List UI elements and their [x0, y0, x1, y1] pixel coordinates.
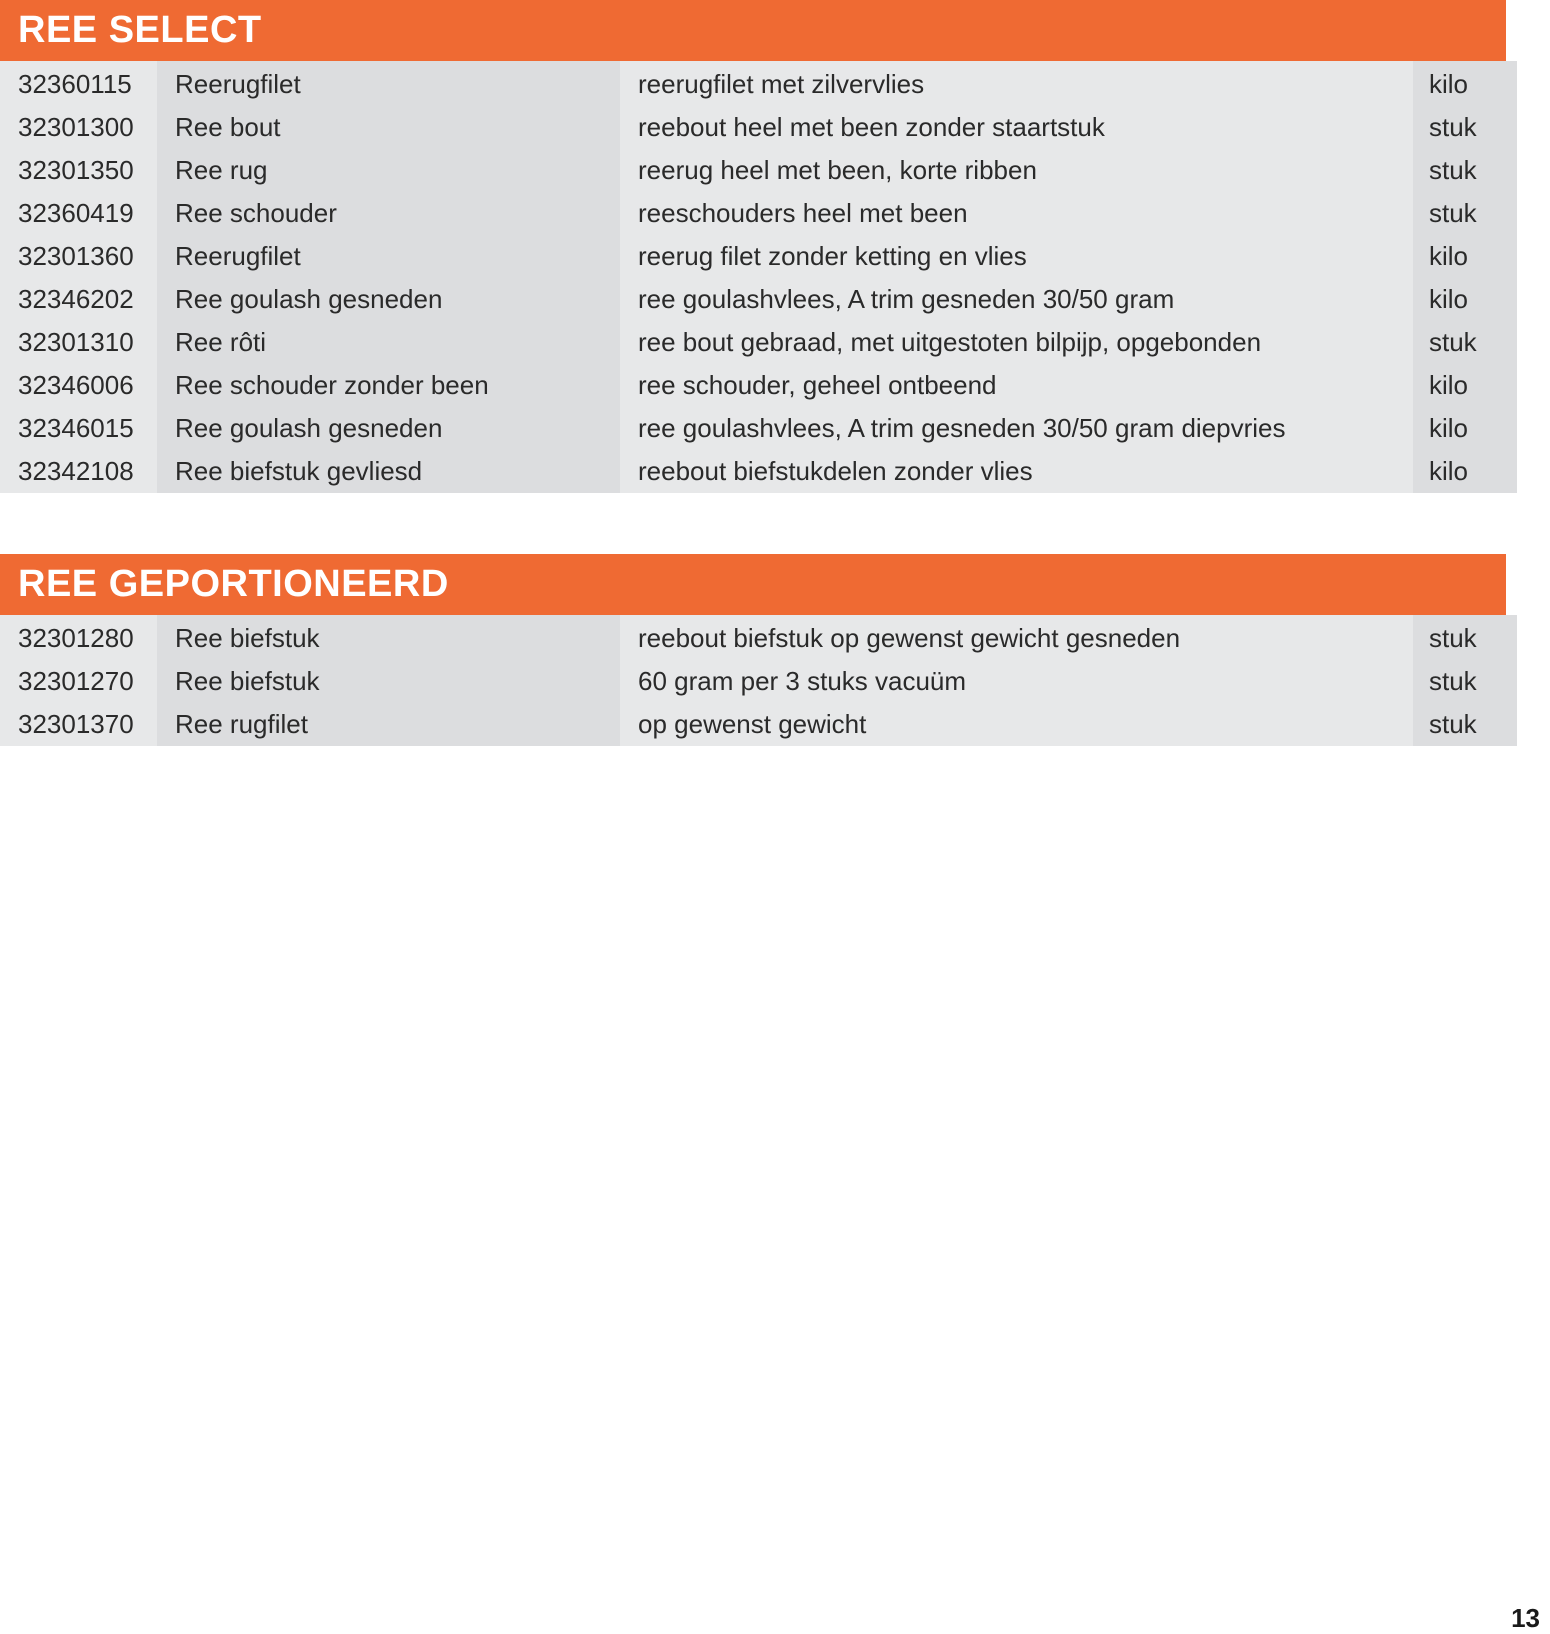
product-unit: stuk — [1413, 321, 1517, 364]
table-row — [0, 450, 1517, 493]
product-code: 32360115 — [0, 61, 157, 106]
product-name: Ree schouder zonder been — [157, 364, 620, 407]
product-code: 32342108 — [0, 450, 157, 493]
product-unit: stuk — [1413, 703, 1517, 746]
product-unit: stuk — [1413, 660, 1517, 703]
product-description: reebout biefstuk op gewenst gewicht gesneden — [620, 615, 1413, 660]
product-name: Reerugfilet — [157, 235, 620, 278]
product-unit: kilo — [1413, 235, 1517, 278]
section-ree-geportioneerd — [0, 554, 1506, 746]
product-name: Ree rug — [157, 149, 620, 192]
product-description: ree goulashvlees, A trim gesneden 30/50 gram — [620, 278, 1413, 321]
product-description: reebout biefstukdelen zonder vlies — [620, 450, 1413, 493]
table-row — [0, 61, 1517, 106]
product-code: 32301310 — [0, 321, 157, 364]
product-name: Ree goulash gesneden — [157, 407, 620, 450]
product-unit: stuk — [1413, 615, 1517, 660]
section-title: REE SELECT — [0, 0, 1506, 61]
table-row — [0, 235, 1517, 278]
product-name: Ree biefstuk — [157, 615, 620, 660]
product-code: 32346006 — [0, 364, 157, 407]
table-row — [0, 703, 1517, 746]
product-code: 32301350 — [0, 149, 157, 192]
product-description: reebout heel met been zonder staartstuk — [620, 106, 1413, 149]
page-number: 13 — [1511, 1603, 1540, 1633]
table-row — [0, 278, 1517, 321]
product-unit: stuk — [1413, 149, 1517, 192]
product-name: Ree biefstuk — [157, 660, 620, 703]
table-row — [0, 149, 1517, 192]
table-row — [0, 407, 1517, 450]
product-unit: stuk — [1413, 106, 1517, 149]
product-code: 32301370 — [0, 703, 157, 746]
section-ree-select — [0, 0, 1506, 493]
product-description: ree bout gebraad, met uitgestoten bilpijp, opgebonden — [620, 321, 1413, 364]
product-name: Reerugfilet — [157, 61, 620, 106]
table-row — [0, 660, 1517, 703]
table-row — [0, 106, 1517, 149]
section-title: REE GEPORTIONEERD — [0, 554, 1506, 615]
product-name: Ree goulash gesneden — [157, 278, 620, 321]
table-row — [0, 364, 1517, 407]
product-code: 32346202 — [0, 278, 157, 321]
product-code: 32301300 — [0, 106, 157, 149]
table-row — [0, 615, 1517, 660]
product-name: Ree bout — [157, 106, 620, 149]
product-code: 32360419 — [0, 192, 157, 235]
product-name: Ree biefstuk gevliesd — [157, 450, 620, 493]
product-description: ree schouder, geheel ontbeend — [620, 364, 1413, 407]
product-unit: kilo — [1413, 61, 1517, 106]
product-description: reerugfilet met zilvervlies — [620, 61, 1413, 106]
product-description: reerug heel met been, korte ribben — [620, 149, 1413, 192]
product-description: op gewenst gewicht — [620, 703, 1413, 746]
table-row — [0, 192, 1517, 235]
table-row — [0, 321, 1517, 364]
product-unit: kilo — [1413, 364, 1517, 407]
product-unit: kilo — [1413, 278, 1517, 321]
product-table — [0, 61, 1517, 493]
product-description: ree goulashvlees, A trim gesneden 30/50 gram diepvries — [620, 407, 1413, 450]
product-description: reeschouders heel met been — [620, 192, 1413, 235]
product-code: 32301270 — [0, 660, 157, 703]
product-code: 32301360 — [0, 235, 157, 278]
product-table — [0, 615, 1517, 746]
product-description: reerug filet zonder ketting en vlies — [620, 235, 1413, 278]
product-name: Ree rôti — [157, 321, 620, 364]
product-code: 32301280 — [0, 615, 157, 660]
product-name: Ree rugfilet — [157, 703, 620, 746]
product-name: Ree schouder — [157, 192, 620, 235]
product-description: 60 gram per 3 stuks vacuüm — [620, 660, 1413, 703]
product-unit: kilo — [1413, 450, 1517, 493]
product-unit: kilo — [1413, 407, 1517, 450]
product-code: 32346015 — [0, 407, 157, 450]
product-unit: stuk — [1413, 192, 1517, 235]
